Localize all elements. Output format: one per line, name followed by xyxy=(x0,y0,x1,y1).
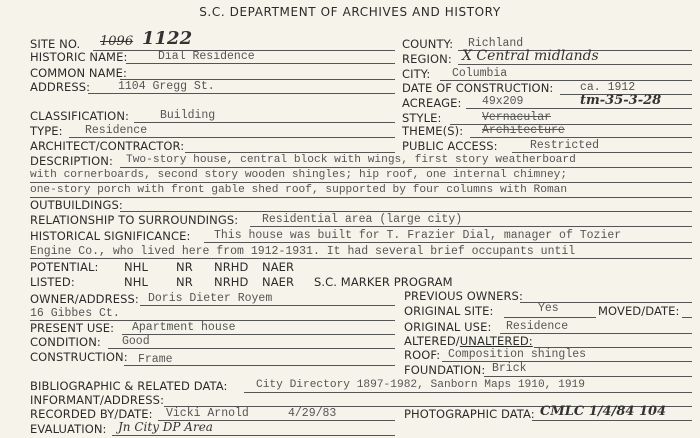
original-site-label: ORIGINAL SITE: xyxy=(404,304,494,318)
evaluation-value: Jn City DP Area xyxy=(118,420,213,434)
listed-nrhd: NRHD xyxy=(214,275,249,289)
type-value: Residence xyxy=(85,124,148,137)
county-label: COUNTY: xyxy=(402,37,454,51)
moved-date-line xyxy=(682,317,692,318)
altered-text: ALTERED/ xyxy=(404,334,460,348)
city-label: CITY: xyxy=(402,67,431,81)
theme-label: THEME(S): xyxy=(402,124,464,138)
owner-address: 16 Gibbes Ct. xyxy=(30,307,120,320)
description-line-1-rule xyxy=(120,167,692,168)
style-value: Vernacular xyxy=(482,111,552,124)
recorded-by-value: Vicki Arnold xyxy=(166,407,249,420)
public-access-line xyxy=(512,152,692,153)
evaluation-label: EVALUATION: xyxy=(30,422,107,436)
condition-label: CONDITION: xyxy=(30,335,101,349)
address-label: ADDRESS: xyxy=(30,80,91,94)
surroundings-line xyxy=(250,226,692,227)
significance-line-1: This house was built for T. Frazier Dial, manager of Tozier xyxy=(214,229,622,242)
address-value: 1104 Gregg St. xyxy=(118,80,215,93)
description-label: DESCRIPTION: xyxy=(30,154,113,168)
historic-name-value: Dial Residence xyxy=(158,50,255,63)
public-access-value: Restricted xyxy=(530,139,600,152)
foundation-line xyxy=(484,376,692,377)
informant-label: INFORMANT/ADDRESS: xyxy=(30,393,165,407)
original-site-line xyxy=(504,317,596,318)
acreage-label: ACREAGE: xyxy=(402,96,462,110)
address-line xyxy=(88,93,395,94)
present-use-line xyxy=(122,334,395,335)
date-label: DATE OF CONSTRUCTION: xyxy=(402,81,554,95)
listed-nr: NR xyxy=(176,275,193,289)
surroundings-value: Residential area (large city) xyxy=(262,213,463,226)
recorded-label: RECORDED BY/DATE: xyxy=(30,407,153,421)
photographic-line xyxy=(532,420,692,421)
architect-line xyxy=(185,152,395,153)
potential-naer: NAER xyxy=(262,260,295,274)
region-line xyxy=(458,64,692,65)
city-value: Columbia xyxy=(452,67,508,80)
present-use-label: PRESENT USE: xyxy=(30,321,115,335)
condition-line xyxy=(108,348,395,349)
county-value: Richland xyxy=(468,37,524,50)
listed-label: LISTED: xyxy=(30,275,75,289)
previous-owners-label: PREVIOUS OWNERS: xyxy=(404,289,523,303)
roof-value: Composition shingles xyxy=(448,348,587,361)
surroundings-label: RELATIONSHIP TO SURROUNDINGS: xyxy=(30,213,239,227)
original-site-value: Yes xyxy=(538,302,559,315)
header-title: S.C. DEPARTMENT OF ARCHIVES AND HISTORY xyxy=(199,5,501,19)
theme-value: Architecture xyxy=(482,124,565,137)
present-use-value: Apartment house xyxy=(132,321,236,334)
significance-line-1-rule xyxy=(204,242,692,243)
potential-nrhd: NRHD xyxy=(214,260,249,274)
classification-value: Building xyxy=(160,109,216,122)
unaltered-text: UNALTERED: xyxy=(459,334,533,348)
recorded-date-value: 4/29/83 xyxy=(288,407,337,420)
public-access-label: PUBLIC ACCESS: xyxy=(402,139,498,153)
original-use-label: ORIGINAL USE: xyxy=(404,320,492,334)
acreage-line xyxy=(466,108,692,109)
roof-label: ROOF: xyxy=(404,348,441,362)
roof-line xyxy=(442,361,692,362)
region-label: REGION: xyxy=(402,52,452,66)
historic-name-line xyxy=(126,63,395,64)
style-label: STYLE: xyxy=(402,111,442,125)
altered-label xyxy=(404,335,533,348)
bibliographic-line xyxy=(244,392,692,393)
significance-line-2-rule xyxy=(30,258,692,259)
description-line-2-rule xyxy=(30,182,692,183)
foundation-value: Brick xyxy=(492,362,527,375)
photographic-label: PHOTOGRAPHIC DATA: xyxy=(404,407,535,421)
construction-label: CONSTRUCTION: xyxy=(30,350,128,364)
owner-line xyxy=(140,305,395,306)
classification-line xyxy=(134,122,395,123)
site-no-old: 1096 xyxy=(100,34,134,49)
construction-line xyxy=(124,365,395,366)
significance-line-2: Engine Co., who lived here from 1912-1931. It had several brief occupants until xyxy=(30,245,576,258)
classification-label: CLASSIFICATION: xyxy=(30,109,130,123)
type-label: TYPE: xyxy=(30,124,63,138)
site-no-new: 1122 xyxy=(142,28,193,49)
common-name-label: COMMON NAME: xyxy=(30,66,127,80)
evaluation-line xyxy=(112,435,395,436)
potential-nhl: NHL xyxy=(124,260,148,274)
acreage-note: tm-35-3-28 xyxy=(580,93,662,108)
acreage-value: 49x209 xyxy=(482,95,524,108)
outbuildings-line xyxy=(120,211,692,212)
date-value: ca. 1912 xyxy=(580,81,636,94)
bibliographic-value: City Directory 1897-1982, Sanborn Maps 1910, 1919 xyxy=(256,379,585,391)
description-line-2: with cornerboards, second story wooden shingles; hip roof, one internal chimney; xyxy=(30,169,568,181)
marker-program-label: S.C. MARKER PROGRAM xyxy=(314,275,453,289)
listed-nhl: NHL xyxy=(124,275,148,289)
original-use-value: Residence xyxy=(506,320,569,333)
construction-value: Frame xyxy=(138,353,173,366)
historic-name-label: HISTORIC NAME: xyxy=(30,50,128,64)
architect-label: ARCHITECT/CONTRACTOR: xyxy=(30,139,185,153)
foundation-label: FOUNDATION: xyxy=(404,363,486,377)
description-line-1: Two-story house, central block with wings, first story weatherboard xyxy=(126,154,576,166)
bibliographic-label: BIBLIOGRAPHIC & RELATED DATA: xyxy=(30,379,228,393)
potential-nr: NR xyxy=(176,260,193,274)
description-line-3-rule xyxy=(30,197,692,198)
potential-label: POTENTIAL: xyxy=(30,260,99,274)
photographic-value: CMLC 1/4/84 104 xyxy=(540,404,667,419)
outbuildings-label: OUTBUILDINGS: xyxy=(30,198,123,212)
region-value: X Central midlands xyxy=(462,48,599,64)
theme-line xyxy=(470,137,692,138)
owner-label: OWNER/ADDRESS: xyxy=(30,292,139,306)
condition-value: Good xyxy=(122,335,150,348)
description-line-3: one-story porch with front gable shed roof, supported by four columns with Roman xyxy=(30,184,568,196)
significance-label: HISTORICAL SIGNIFICANCE: xyxy=(30,229,191,243)
site-no-label: SITE NO. xyxy=(30,37,81,51)
owner-name: Doris Dieter Royem xyxy=(148,292,273,305)
moved-date-label: MOVED/DATE: xyxy=(598,304,680,318)
type-line xyxy=(69,137,395,138)
listed-naer: NAER xyxy=(262,275,295,289)
